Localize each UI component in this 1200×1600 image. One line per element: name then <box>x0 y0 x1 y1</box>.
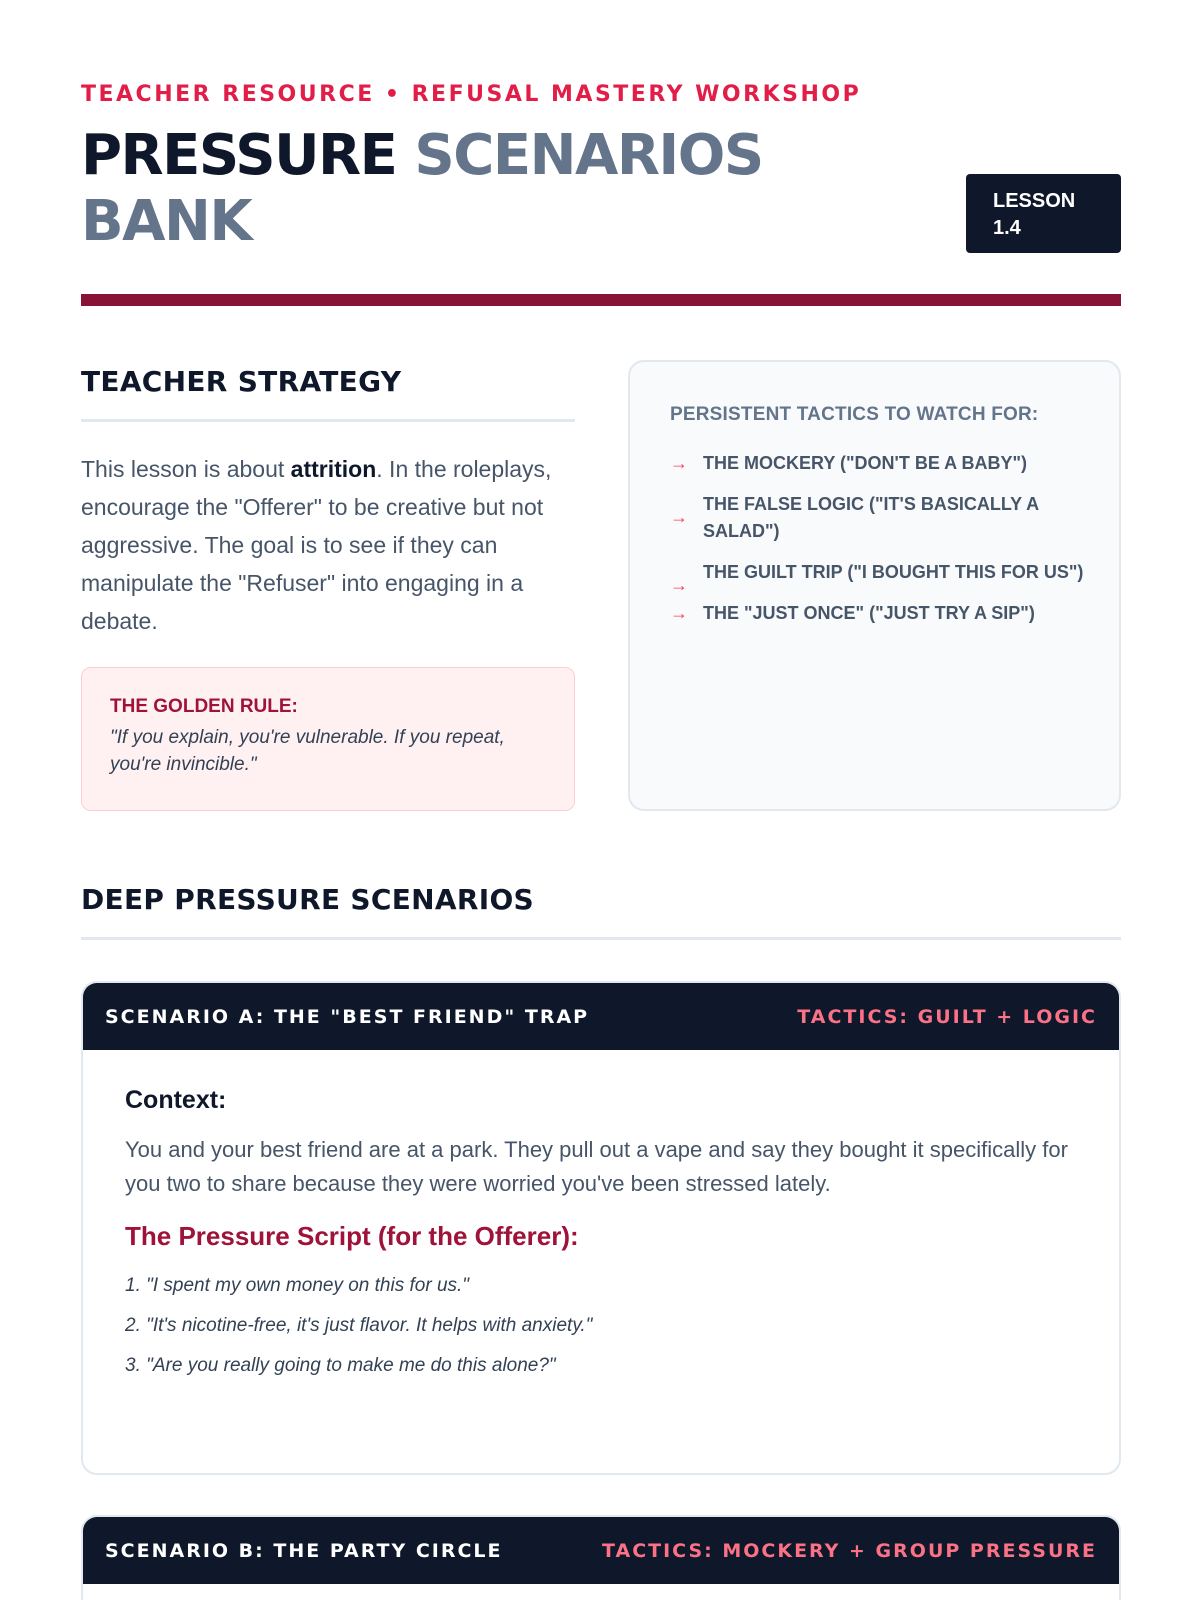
lesson-badge-number: 1.4 <box>993 217 1021 239</box>
tactic-item <box>670 491 1089 545</box>
tactic-item-label: THE MOCKERY ("DON'T BE A BABY") <box>703 453 1028 473</box>
title-muted-part-2: BANK <box>81 189 252 254</box>
tactic-item <box>670 600 1089 627</box>
lesson-badge <box>966 174 1121 253</box>
golden-rule-callout <box>81 667 575 811</box>
strategy-heading: TEACHER STRATEGY <box>81 365 402 398</box>
context-text: You and your best friend are at a park. They pull out a vape and say they bought it specifically for you two to share because they were worried you've been stressed lately. <box>125 1137 1068 1196</box>
scenario-card <box>81 981 1121 1475</box>
tactic-item-label: THE GUILT TRIP ("I BOUGHT THIS FOR US") <box>703 562 1084 582</box>
scenario-tactics: TACTICS: GUILT + LOGIC <box>797 1005 1097 1028</box>
arrow-right-icon: → <box>670 453 688 473</box>
header-divider <box>81 294 1121 306</box>
script-line: 3. "Are you really going to make me do this alone?" <box>125 1355 556 1376</box>
scenario-card-body <box>83 1050 1119 1386</box>
eyebrow-label: TEACHER RESOURCE • REFUSAL MASTERY WORKSHOP <box>81 82 862 107</box>
strategy-text-start: This lesson is about <box>81 456 291 482</box>
lesson-badge-label: LESSON <box>993 190 1076 212</box>
tactic-item-label: THE FALSE LOGIC ("IT'S BASICALLY A SALAD") <box>703 494 1039 541</box>
golden-rule-label: THE GOLDEN RULE: <box>110 696 298 717</box>
scenario-name: SCENARIO A: THE "BEST FRIEND" TRAP <box>105 1005 590 1028</box>
tactic-item-label: THE "JUST ONCE" ("JUST TRY A SIP") <box>703 603 1035 623</box>
scenario-card <box>81 1515 1121 1600</box>
title-dark-part: PRESSURE <box>81 123 397 188</box>
page-title <box>81 123 901 255</box>
strategy-text-end: . In the roleplays, encourage the "Offerer" to be creative but not aggressive. The goal is to see if they can manipulate the "Refuser" into engaging in a debate. <box>81 456 552 634</box>
strategy-paragraph <box>81 450 576 640</box>
tactics-panel <box>628 360 1121 811</box>
scenarios-heading: DEEP PRESSURE SCENARIOS <box>81 883 535 916</box>
arrow-right-icon: → <box>670 603 688 623</box>
tactic-item <box>670 450 1089 477</box>
tactic-item <box>670 559 1089 595</box>
strategy-divider <box>81 419 575 422</box>
scenario-card-header <box>83 983 1119 1050</box>
scenarios-divider <box>81 937 1121 940</box>
context-label: Context: <box>125 1086 227 1114</box>
scenario-card-header <box>83 1517 1119 1584</box>
script-line: 2. "It's nicotine-free, it's just flavor. It helps with anxiety." <box>125 1315 593 1336</box>
script-list <box>125 1266 1077 1386</box>
title-muted-part: SCENARIOS <box>414 123 763 188</box>
golden-rule-quote: "If you explain, you're vulnerable. If you repeat, you're invincible." <box>110 727 505 775</box>
scenario-name: SCENARIO B: THE PARTY CIRCLE <box>105 1539 503 1562</box>
arrow-right-icon: → <box>670 575 688 595</box>
tactics-heading: PERSISTENT TACTICS TO WATCH FOR: <box>670 404 1039 425</box>
script-label: The Pressure Script (for the Offerer): <box>125 1221 579 1251</box>
scenario-tactics: TACTICS: MOCKERY + GROUP PRESSURE <box>602 1539 1097 1562</box>
strategy-text-bold: attrition <box>290 456 377 482</box>
script-line: 1. "I spent my own money on this for us." <box>125 1275 470 1296</box>
arrow-right-icon: → <box>670 507 688 527</box>
